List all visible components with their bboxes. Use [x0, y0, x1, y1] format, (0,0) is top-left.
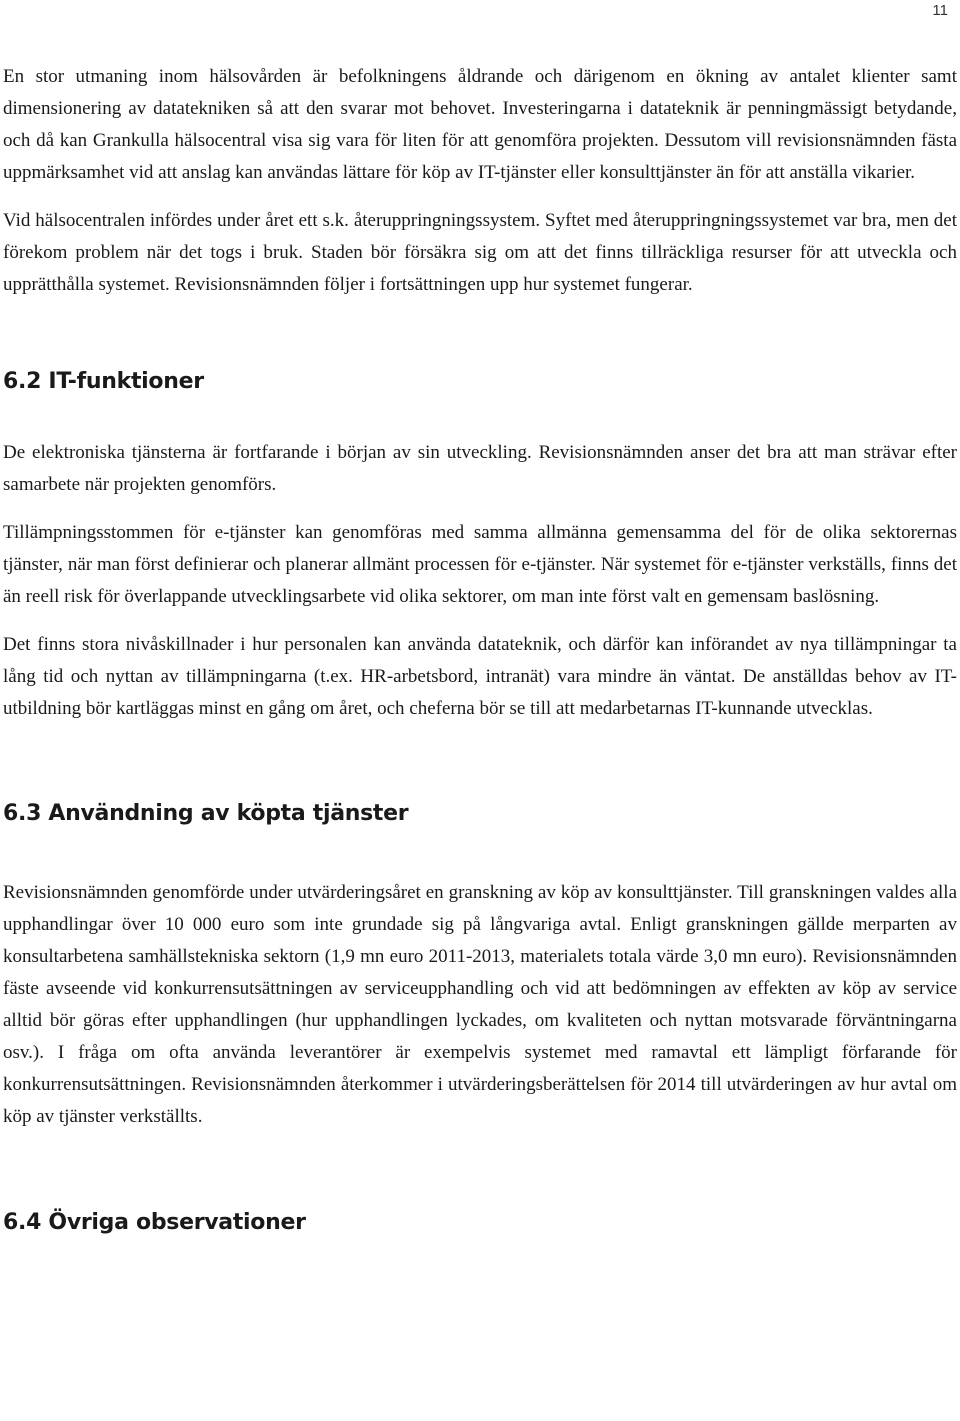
it-paragraph-3: Det finns stora nivåskillnader i hur personalen kan använda datateknik, och därför kan införandet av nya tillämpningar ta lång tid och nyttan av tillämpningarna (t.ex. HR-arbetsbord, intranät) vara mindre än väntat. De anställdas behov av IT-utbildning bör kartläggas minst en gång om året, och cheferna bör se till att medarbetarnas IT-kunnande utvecklas. [3, 634, 957, 719]
intro-paragraph-1: En stor utmaning inom hälsovården är befolkningens åldrande och därigenom en ökning av antalet klienter samt dimensionering av datatekniken så att den svarar mot behovet. Investeringarna i datateknik är penningmässigt betydande, och då kan Grankulla hälsocentral visa sig vara för liten för att genomföra projekten. Dessutom vill revisionsnämnden fästa uppmärksamhet vid att anslag kan användas lättare för köp av IT-tjänster eller konsulttjänster än för att anställa vikarier. [3, 66, 957, 183]
it-paragraph-2: Tillämpningsstommen för e-tjänster kan genomföras med samma allmänna gemensamma del för de olika sektorernas tjänster, när man först definierar och planerar allmänt processen för e-tjänster. När systemet för e-tjänster verkställs, finns det än reell risk för överlappande utvecklingsarbete vid olika sektorer, om man inte först valt en gemensam baslösning. [3, 522, 957, 607]
section-heading-ovriga-observationer: 6.4 Övriga observationer [3, 1210, 306, 1235]
document-body [3, 61, 957, 1238]
section-heading-it-funktioner: 6.2 IT-funktioner [3, 369, 204, 394]
it-paragraph-1: De elektroniska tjänsterna är fortfarande i början av sin utveckling. Revisionsnämnden anser det bra att man strävar efter samarbete när projekten genomförs. [3, 442, 957, 495]
intro-paragraph-2: Vid hälsocentralen infördes under året ett s.k. återuppringningssystem. Syftet med återuppringningssystemet var bra, men det förekom problem när det togs i bruk. Staden bör försäkra sig om att det finns tillräckliga resurser för att utveckla och upprätthålla systemet. Revisionsnämnden följer i fortsättningen upp hur systemet fungerar. [3, 210, 957, 295]
kopta-tjanster-paragraph-1: Revisionsnämnden genomförde under utvärderingsåret en granskning av köp av konsulttjänster. Till granskningen valdes alla upphandlingar över 10 000 euro som inte grundade sig på långvariga avtal. Enligt granskningen gällde merparten av konsultarbetena samhällstekniska sektorn (1,9 mn euro 2011-2013, materialets totala värde 3,0 mn euro). Revisionsnämnden fäste avseende vid konkurrensutsättningen av serviceupphandling och vid att bedömningen av effekten av köp av service alltid bör göras efter upphandlingen (hur upphandlingen lyckades, om kvaliteten och nyttan motsvarade förväntningarna osv.). I fråga om ofta använda leverantörer är exempelvis systemet med ramavtal ett lämpligt förfarande för konkurrensutsättningen. Revisionsnämnden återkommer i utvärderingsberättelsen för 2014 till utvärderingen av hur avtal om köp av tjänster verkställts. [3, 882, 957, 1127]
section-heading-kopta-tjanster: 6.3 Användning av köpta tjänster [3, 801, 409, 826]
page-number: 11 [932, 2, 948, 19]
